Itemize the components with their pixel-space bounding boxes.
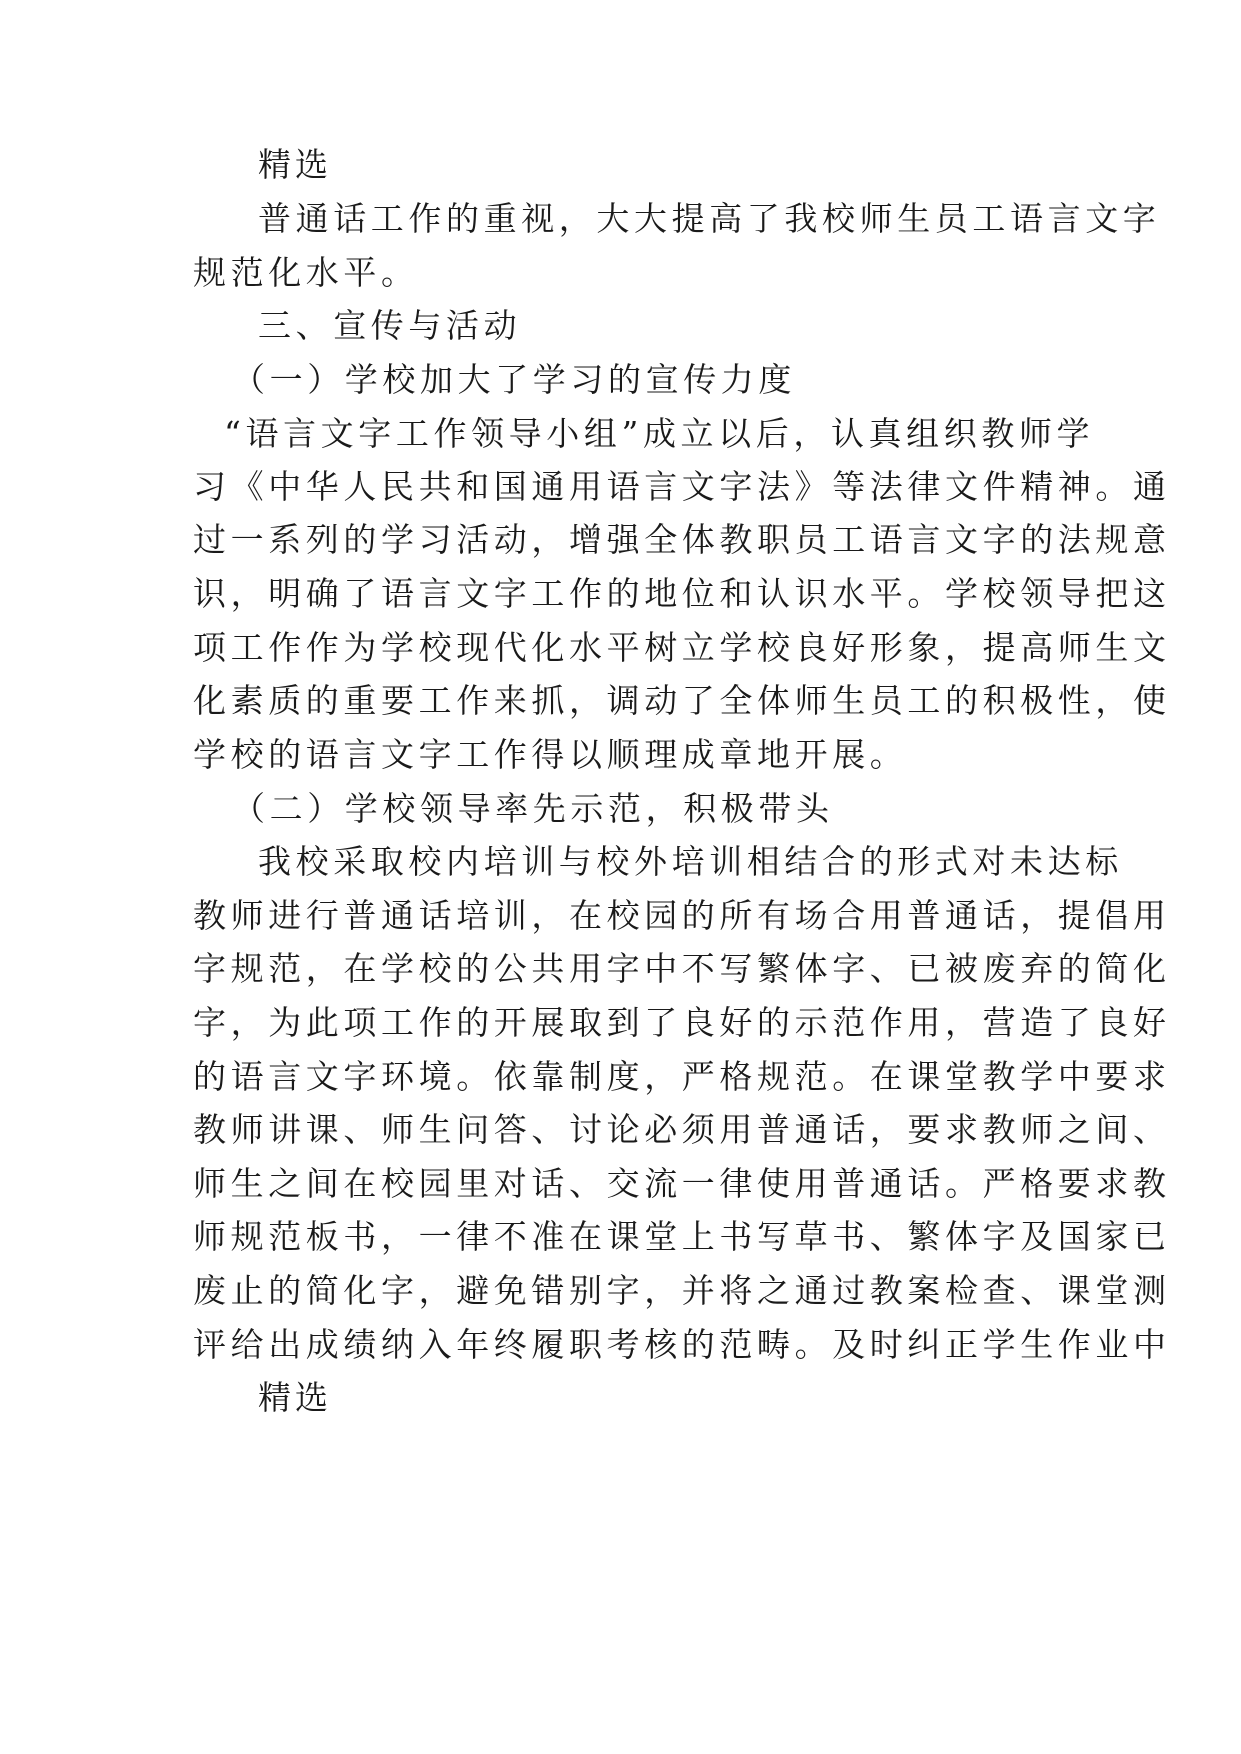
text-line: 评给出成绩纳入年终履职考核的范畴。及时纠正学生作业中 [193,1325,1171,1364]
text-line: “语言文字工作领导小组”成立以后，认真组织教师学 [224,414,1095,453]
text-line: 学校的语言文字工作得以顺理成章地开展。 [193,735,908,774]
text-line: 习《中华人民共和国通用语言文字法》等法律文件精神。通 [193,467,1171,506]
text-line: 我校采取校内培训与校外培训相结合的形式对未达标 [258,842,1123,881]
text-line: 过一系列的学习活动，增强全体教职员工语言文字的法规意 [193,520,1171,559]
text-line: 废止的简化字，避免错别字，并将之通过教案检查、课堂测 [193,1271,1171,1310]
text-line: 普通话工作的重视，大大提高了我校师生员工语言文字 [258,199,1161,238]
text-line: 化素质的重要工作来抓，调动了全体师生员工的积极性，使 [193,681,1171,720]
text-line: 教师进行普通话培训，在校园的所有场合用普通话，提倡用 [193,896,1171,935]
text-line: 识，明确了语言文字工作的地位和认识水平。学校领导把这 [193,574,1171,613]
text-line: 规范化水平。 [193,253,419,292]
subsection-heading: （二）学校领导率先示范，积极带头 [232,789,834,828]
text-line: 字规范，在学校的公共用字中不写繁体字、已被废弃的简化 [193,949,1171,988]
text-line: 师规范板书，一律不准在课堂上书写草书、繁体字及国家已 [193,1217,1171,1256]
text-line: 的语言文字环境。依靠制度，严格规范。在课堂教学中要求 [193,1057,1171,1096]
text-line: 字，为此项工作的开展取到了良好的示范作用，营造了良好 [193,1003,1171,1042]
section-heading: 三、宣传与活动 [258,306,522,345]
text-line: 师生之间在校园里对话、交流一律使用普通话。严格要求教 [193,1164,1171,1203]
text-line: 项工作作为学校现代化水平树立学校良好形象，提高师生文 [193,628,1171,667]
footer-mark: 精选 [258,1378,332,1417]
subsection-heading: （一）学校加大了学习的宣传力度 [232,360,796,399]
header-mark: 精选 [258,145,332,184]
text-line: 教师讲课、师生问答、讨论必须用普通话，要求教师之间、 [193,1110,1171,1149]
